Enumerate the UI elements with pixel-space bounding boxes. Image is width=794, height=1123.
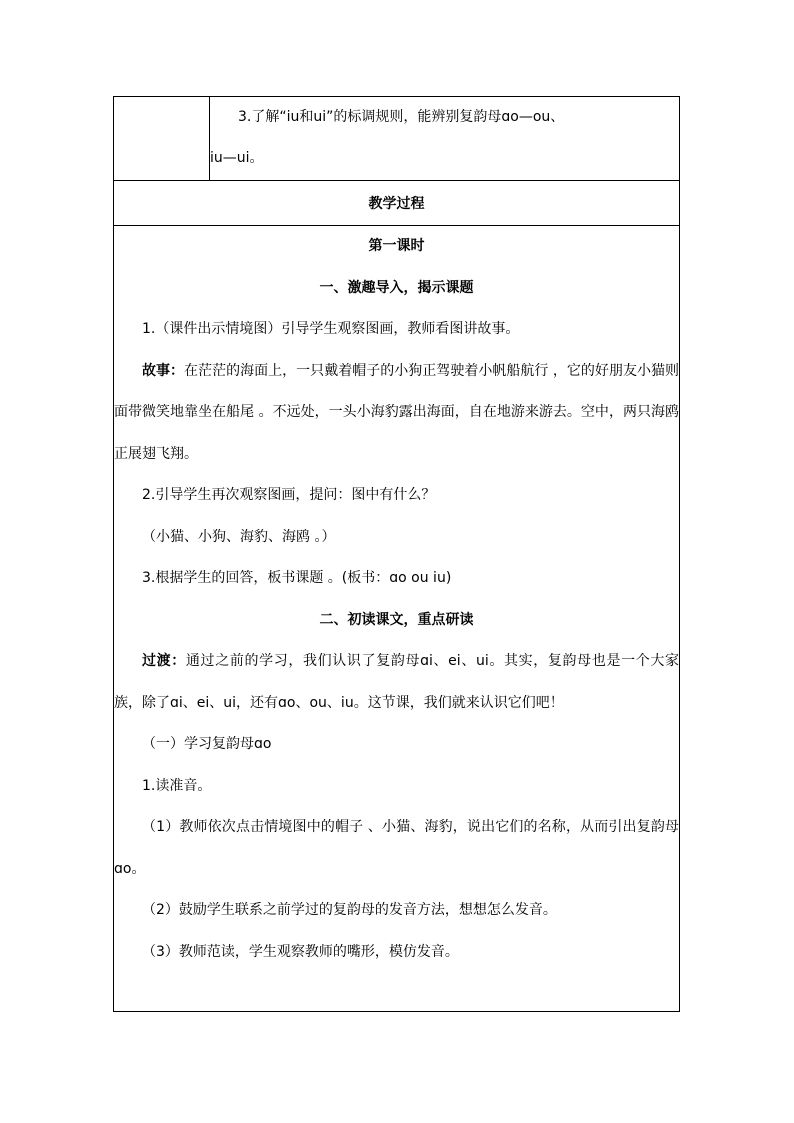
- objective-row: [114, 97, 680, 181]
- objective-line-2: iu—ui。: [210, 150, 264, 166]
- objective-label-cell: [114, 97, 210, 181]
- story-text: 在茫茫的海面上，一只戴着帽子的小狗正驾驶着小帆船航行 ，它的好朋友小猫则面带微笑地靠坐在船尾 。不远处，一头小海豹露出海面，自在地游来游去。空中，两只海鸥正展翅飞翔。: [114, 362, 679, 462]
- step-1-3: （3）教师范读，学生观察教师的嘴形，模仿发音。: [142, 943, 459, 960]
- step-1: 1.读准音。: [142, 777, 212, 794]
- step-1-1: （1）教师依次点击情境图中的帽子 、小猫、海豹，说出它们的名称，从而引出复韵母ɑo。: [114, 819, 679, 877]
- subsection-1-title: （一）学习复韵母ɑo: [142, 736, 272, 752]
- paragraph-4: 3.根据学生的回答，板书课题 。(板书：ɑo ou iu): [142, 570, 452, 586]
- transition-text: 通过之前的学习，我们认识了复韵母ɑi、ei、ui。其实，复韵母也是一个大家族，除了ɑi、ei、ui，还有ɑo、ou、iu。这节课，我们就来认识它们吧！: [114, 653, 680, 711]
- section-2-title: 二、初读课文，重点研读: [319, 611, 474, 628]
- story-paragraph: [114, 351, 679, 476]
- transition-paragraph: [114, 641, 679, 724]
- process-header: 教学过程: [368, 196, 425, 212]
- process-content-row: [114, 226, 680, 1012]
- process-header-row: [114, 181, 680, 226]
- process-header-cell: [114, 181, 680, 226]
- story-label: 故事：: [142, 362, 185, 379]
- transition-label: 过渡：: [142, 653, 186, 669]
- paragraph-1: 1.（课件出示情境图）引导学生观察图画，教师看图讲故事。: [142, 321, 520, 337]
- objective-line-1: 3.了解“iu和ui”的标调规则，能辨别复韵母ɑo—ou、: [238, 109, 565, 125]
- step-1-2: （2）鼓励学生联系之前学过的复韵母的发音方法，想想怎么发音。: [142, 902, 557, 918]
- paragraph-3: （小猫、小狗、海豹、海鸥 。）: [142, 528, 336, 545]
- lesson-plan-table: [113, 96, 680, 1012]
- process-content-cell: [114, 226, 680, 1012]
- objective-cell: [210, 97, 680, 181]
- lesson-title: 第一课时: [368, 238, 425, 254]
- paragraph-2: 2.引导学生再次观察图画，提问：图中有什么？: [142, 487, 436, 503]
- section-1-title: 一、激趣导入，揭示课题: [319, 279, 474, 296]
